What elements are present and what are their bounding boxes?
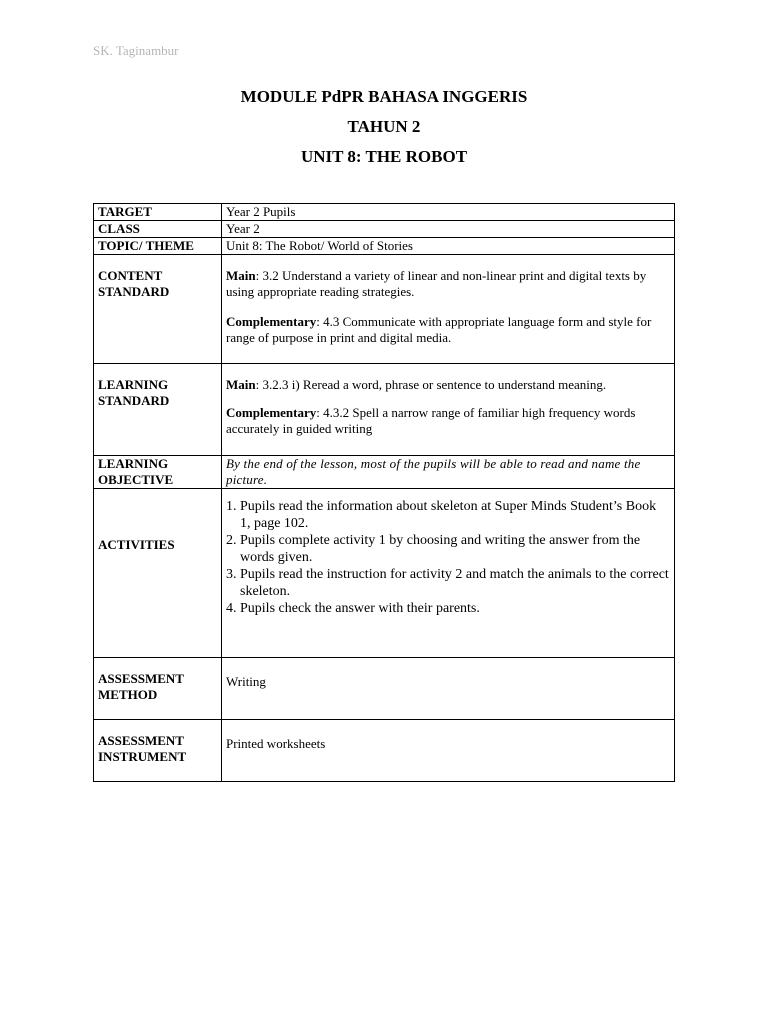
topic-value: Unit 8: The Robot/ World of Stories <box>222 238 675 255</box>
learning-standard-label-line2: STANDARD <box>98 393 170 408</box>
learning-objective-label-line2: OBJECTIVE <box>98 472 174 487</box>
lesson-plan-table <box>93 203 675 782</box>
assessment-method-value: Writing <box>222 658 675 720</box>
assessment-instrument-label-line1: ASSESSMENT <box>98 733 184 748</box>
complementary-tag: Complementary <box>226 314 317 329</box>
row-class <box>94 221 675 238</box>
assessment-instrument-label-line2: INSTRUMENT <box>98 749 187 764</box>
learning-standard-main <box>226 377 670 393</box>
content-standard-label-line1: CONTENT <box>98 268 163 283</box>
complementary-tag: Complementary <box>226 405 317 420</box>
class-label: CLASS <box>94 221 222 238</box>
learning-standard-value <box>222 364 675 456</box>
assessment-instrument-label <box>94 720 222 782</box>
row-target <box>94 204 675 221</box>
activities-value <box>222 489 675 658</box>
content-standard-label <box>94 255 222 364</box>
assessment-method-label <box>94 658 222 720</box>
content-standard-label-line2: STANDARD <box>98 284 170 299</box>
school-name-header: SK. Taginambur <box>93 43 179 58</box>
activity-item: 3. Pupils read the instruction for activity 2 and match the animals to the correct skeleton. <box>226 567 669 599</box>
class-value: Year 2 <box>222 221 675 238</box>
learning-standard-complementary <box>226 405 670 437</box>
content-standard-value <box>222 255 675 364</box>
learning-objective-label <box>94 456 222 489</box>
assessment-instrument-value: Printed worksheets <box>222 720 675 782</box>
activity-item: 2. Pupils complete activity 1 by choosing and writing the answer from the words given. <box>226 533 641 565</box>
row-learning-standard <box>94 364 675 456</box>
assessment-method-label-line2: METHOD <box>98 687 158 702</box>
main-tag: Main <box>226 268 256 283</box>
assessment-method-label-line1: ASSESSMENT <box>98 671 184 686</box>
unit-title: UNIT 8: THE ROBOT <box>300 147 468 166</box>
year-title: TAHUN 2 <box>347 117 421 136</box>
learning-standard-label-line1: LEARNING <box>98 377 169 392</box>
learning-standard-main-text: : 3.2.3 i) Reread a word, phrase or sentence to understand meaning. <box>255 377 607 392</box>
learning-standard-comp-text: : 4.3.2 Spell a narrow range of familiar high frequency words accurately in guided writing <box>226 405 636 436</box>
learning-objective-label-line1: LEARNING <box>98 456 169 471</box>
row-assessment-instrument <box>94 720 675 782</box>
module-title: MODULE PdPR BAHASA INGGERIS <box>240 87 528 106</box>
target-label: TARGET <box>94 204 222 221</box>
activity-item: 4. Pupils check the answer with their parents. <box>226 601 480 616</box>
activities-list <box>226 498 670 617</box>
row-content-standard <box>94 255 675 364</box>
target-value: Year 2 Pupils <box>222 204 675 221</box>
row-activities <box>94 489 675 658</box>
content-standard-main <box>226 268 670 300</box>
row-topic <box>94 238 675 255</box>
main-tag: Main <box>226 377 256 392</box>
content-standard-comp-text: : 4.3 Communicate with appropriate language form and style for range of purpose in print and digital media. <box>226 314 652 345</box>
learning-objective-value: By the end of the lesson, most of the pupils will be able to read and name the picture. <box>222 456 675 489</box>
document-title-block <box>0 86 768 176</box>
content-standard-complementary <box>226 314 670 346</box>
activities-label: ACTIVITIES <box>94 489 222 658</box>
row-learning-objective <box>94 456 675 489</box>
content-standard-main-text: : 3.2 Understand a variety of linear and non-linear print and digital texts by using appropriate reading strategies. <box>226 268 647 299</box>
activity-item: 1. Pupils read the information about skeleton at Super Minds Student’s Book 1, page 102. <box>226 499 657 531</box>
learning-standard-label <box>94 364 222 456</box>
row-assessment-method <box>94 658 675 720</box>
topic-label: TOPIC/ THEME <box>94 238 222 255</box>
